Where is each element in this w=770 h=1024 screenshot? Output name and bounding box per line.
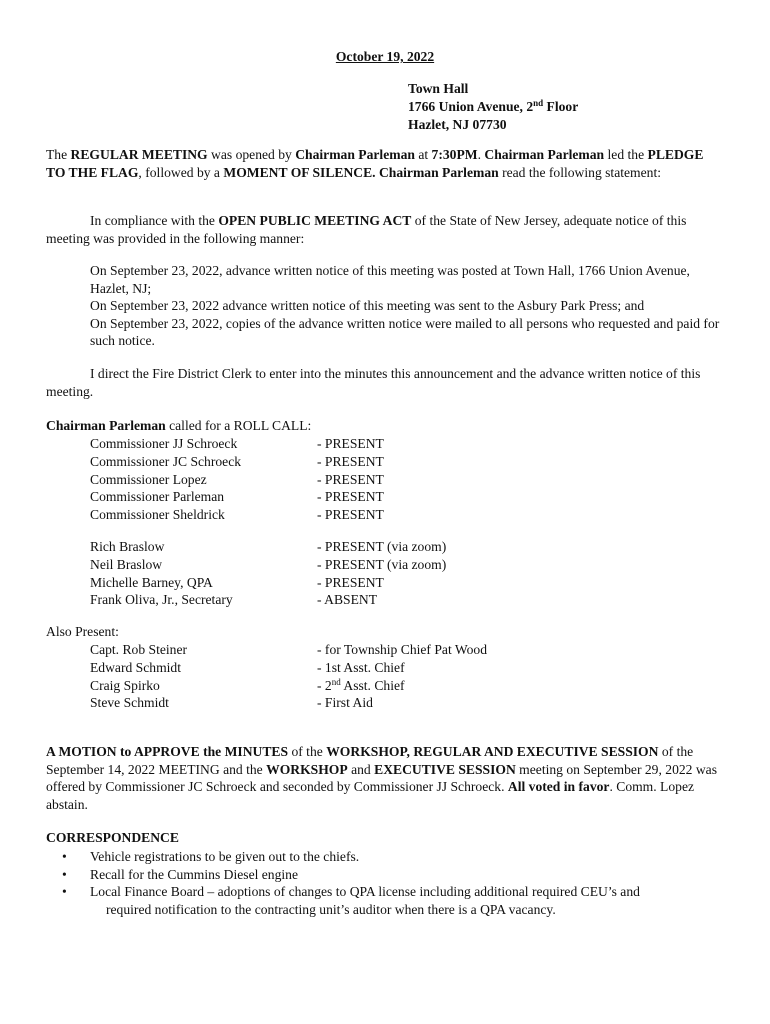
roll-status: - First Aid	[317, 695, 373, 711]
roll-row	[90, 677, 487, 695]
roll-name: Craig Spirko	[90, 677, 160, 693]
roll-row	[90, 506, 384, 524]
roll-status: - for Township Chief Pat Wood	[317, 642, 488, 657]
roll-status	[317, 677, 405, 695]
list-item	[46, 866, 720, 884]
also-present-label: Also Present:	[46, 624, 119, 639]
text: was opened by	[207, 147, 296, 162]
roll-name: Michelle Barney, QPA	[90, 574, 213, 590]
commissioners-list	[90, 435, 384, 524]
roll-status: - PRESENT (via zoom)	[317, 539, 447, 554]
text: .	[477, 147, 485, 162]
list-item-text-continued: required notification to the contracting unit’s auditor when there is a QPA vacancy.	[106, 901, 556, 917]
bold-text: Chairman Parleman	[46, 418, 166, 433]
text: and	[347, 761, 375, 777]
list-item	[46, 883, 720, 918]
roll-name: Commissioner Lopez	[90, 471, 207, 487]
address-line-3: Hazlet, NJ 07730	[408, 116, 507, 132]
text: led the	[604, 147, 648, 162]
list-item-text: Local Finance Board – adoptions of changes to QPA license including additional required CEU’s and	[90, 884, 640, 900]
roll-row	[90, 538, 446, 556]
address-line-1: Town Hall	[408, 81, 469, 96]
bold-text: Chairman Parleman	[295, 147, 415, 162]
compliance-paragraph	[46, 212, 720, 247]
roll-name: Commissioner Sheldrick	[90, 507, 225, 523]
roll-status: - PRESENT	[317, 471, 384, 487]
notice-item: On September 23, 2022 advance written notice of this meeting was sent to the Asbury Park Press; and	[90, 298, 645, 314]
bold-text: OPEN PUBLIC MEETING ACT	[218, 213, 412, 228]
roll-name: Frank Oliva, Jr., Secretary	[90, 592, 233, 608]
roll-row	[90, 659, 487, 677]
roll-name: Edward Schmidt	[90, 659, 181, 675]
roll-name: Commissioner JC Schroeck	[90, 453, 242, 469]
bold-text: WORKSHOP, REGULAR AND EXECUTIVE SESSION	[326, 744, 659, 759]
bullet: •	[62, 884, 67, 900]
roll-status: - PRESENT (via zoom)	[317, 556, 447, 572]
address-line-2	[408, 98, 578, 116]
roll-status: - PRESENT	[317, 453, 384, 469]
staff-list	[90, 538, 446, 609]
roll-status: - PRESENT	[317, 574, 384, 590]
roll-row	[90, 641, 487, 659]
notice-list	[90, 262, 720, 350]
motion-paragraph	[46, 743, 720, 813]
notice-item: On September 23, 2022, advance written notice of this meeting was posted at Town Hall, 1766 Union Avenue, Hazlet, NJ;	[90, 263, 690, 296]
bold-text: REGULAR MEETING	[70, 147, 208, 162]
status-text: Asst. Chief	[340, 677, 405, 693]
roll-status: - PRESENT	[317, 507, 384, 523]
bold-text: EXECUTIVE SESSION	[374, 761, 516, 777]
text: of the	[288, 744, 327, 759]
roll-name: Commissioner JJ Schroeck	[90, 436, 238, 451]
text: of the September 14, 2022 MEETING and the	[46, 744, 694, 777]
notice-item: On September 23, 2022, copies of the advance written notice were mailed to all persons who requested and paid for such notice.	[90, 315, 720, 349]
bold-text: Chairman Parleman	[378, 164, 499, 180]
roll-name: Commissioner Parleman	[90, 489, 225, 505]
roll-status: - PRESENT	[317, 436, 384, 451]
bold-text: WORKSHOP	[266, 761, 348, 777]
text: meeting on September 29, 2022 was offered by Commissioner JC Schroeck and seconded by Commissioner JJ Schroeck.	[46, 761, 718, 795]
roll-row	[90, 488, 384, 506]
roll-status: - 1st Asst. Chief	[317, 659, 405, 675]
bold-text: Chairman Parleman	[484, 147, 605, 162]
correspondence-heading: CORRESPONDENCE	[46, 830, 179, 845]
bold-text: MOMENT OF SILENCE.	[223, 164, 376, 180]
roll-row	[90, 453, 384, 471]
address-superscript: nd	[533, 97, 544, 108]
bullet: •	[62, 866, 67, 882]
roll-name: Steve Schmidt	[90, 695, 169, 711]
bold-text: A MOTION to APPROVE the MINUTES	[46, 744, 289, 759]
roll-row	[90, 574, 446, 592]
rollcall-line	[46, 417, 311, 435]
text: In compliance with the	[90, 213, 219, 228]
list-item-text: Recall for the Cummins Diesel engine	[90, 866, 299, 882]
roll-row	[90, 591, 446, 609]
also-present-list	[90, 641, 487, 712]
status-superscript: nd	[331, 676, 341, 687]
direct-paragraph: I direct the Fire District Clerk to enter into the minutes this announcement and the advance written notice of this meeting.	[46, 366, 701, 399]
text: called for a ROLL CALL:	[165, 418, 312, 433]
text: , followed by a	[138, 164, 224, 180]
roll-row	[90, 694, 487, 712]
meeting-address	[408, 80, 578, 133]
text: The	[46, 147, 71, 162]
roll-row	[90, 435, 384, 453]
bold-text: 7:30PM	[431, 147, 478, 162]
text: . Comm. Lopez abstain.	[46, 779, 695, 812]
correspondence-list	[46, 848, 720, 918]
address-street: 1766 Union Avenue, 2	[408, 98, 534, 114]
bold-text: PLEDGE TO THE FLAG	[46, 147, 704, 180]
roll-name: Rich Braslow	[90, 539, 165, 554]
roll-status: - ABSENT	[317, 592, 378, 608]
text: at	[414, 147, 432, 162]
roll-row	[90, 471, 384, 489]
status-text: - 2	[317, 677, 332, 693]
bold-text: All voted in favor	[507, 779, 610, 795]
text: of the State of New Jersey, adequate notice of this meeting was provided in the following manner:	[46, 213, 687, 246]
list-item	[46, 848, 720, 866]
bullet: •	[62, 849, 67, 864]
list-item-text: Vehicle registrations to be given out to the chiefs.	[90, 849, 360, 864]
meeting-date: October 19, 2022	[335, 49, 435, 64]
opening-paragraph	[46, 146, 720, 181]
roll-name: Neil Braslow	[90, 556, 163, 572]
roll-name: Capt. Rob Steiner	[90, 642, 188, 657]
roll-row	[90, 556, 446, 574]
address-floor: Floor	[543, 98, 579, 114]
text: read the following statement:	[498, 164, 662, 180]
roll-status: - PRESENT	[317, 489, 384, 505]
